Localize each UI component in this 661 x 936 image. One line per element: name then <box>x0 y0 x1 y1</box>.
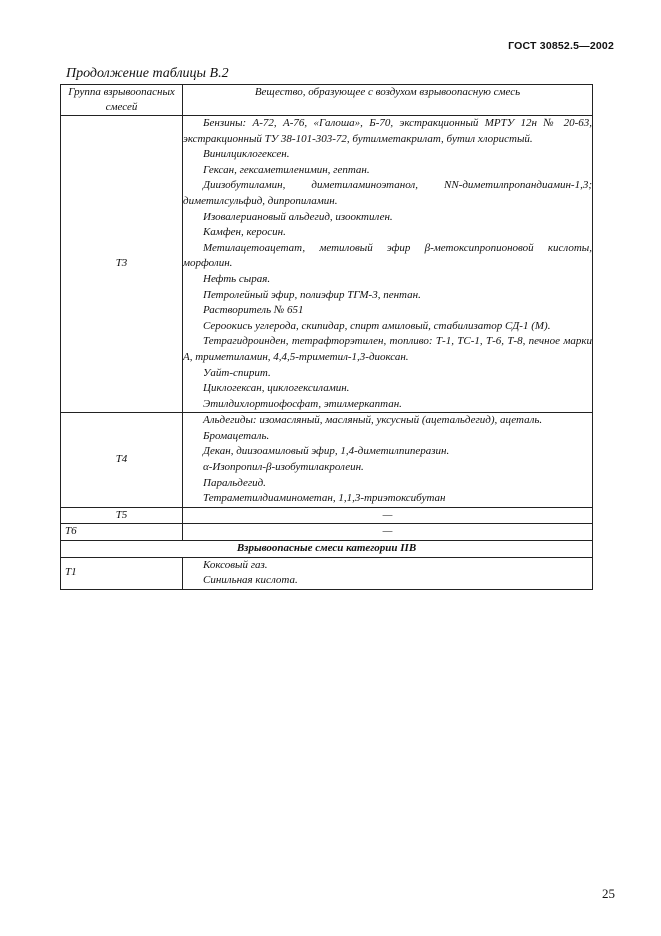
group-cell: Т5 <box>61 507 183 524</box>
substance-item: Циклогексан, циклогексиламин. <box>203 382 350 395</box>
substance-cell <box>183 413 593 508</box>
table-row-t4 <box>61 413 593 508</box>
substance-cell: — <box>183 507 593 524</box>
substance-item: Синильная кислота. <box>203 574 298 587</box>
substance-item: Бромацеталь. <box>203 429 270 442</box>
page-number: 25 <box>602 886 615 901</box>
header-substance: Вещество, образующее с воздухом взрывоопасную смесь <box>183 85 593 116</box>
substance-item: Изовалериановый альдегид, изооктилен. <box>203 210 393 223</box>
substance-item: Бензины: А-72, А-76, «Галоша», Б-70, экстракционный МРТУ 12н № 20-63, экстракционный ТУ 38-101-303-72, бутилметакрилат, бутил хлористый. <box>183 117 592 145</box>
table-continuation-caption: Продолжение таблицы В.2 <box>66 66 229 81</box>
substance-item: Уайт-спирит. <box>203 366 271 379</box>
substance-item: Паральдегид. <box>203 476 266 489</box>
substance-item: Тетраметилдиаминометан, 1,1,3-триэтоксибутан <box>203 492 446 505</box>
section-row <box>61 541 593 558</box>
substance-cell <box>183 116 593 413</box>
substance-item: Сероокись углерода, скипидар, спирт амиловый, стабилизатор СД-1 (М). <box>203 319 551 332</box>
group-cell: Т1 <box>61 557 183 589</box>
substance-item: Этилдихлортиофосфат, этилмеркаптан. <box>203 397 402 410</box>
table-row-t3 <box>61 116 593 413</box>
substance-item: Диизобутиламин, диметиламиноэтанол, NN-диметилпропандиамин-1,3; диметилсульфид, дипропиламин. <box>183 179 592 207</box>
substance-item: Камфен, керосин. <box>203 226 286 239</box>
group-cell: Т6 <box>61 524 183 541</box>
substance-item: Коксовый газ. <box>203 558 268 571</box>
document-id: ГОСТ 30852.5—2002 <box>508 40 614 52</box>
substance-item: Декан, диизоамиловый эфир, 1,4-диметилпиперазин. <box>203 445 450 458</box>
header-group: Группа взрывоопасных смесей <box>61 85 183 116</box>
substance-cell: — <box>183 524 593 541</box>
group-cell: Т4 <box>61 413 183 508</box>
substance-cell <box>183 557 593 589</box>
substance-item: Нефть сырая. <box>203 272 271 285</box>
substance-item: Метилацетоацетат, метиловый эфир β-метоксипропионовой кислоты, морфолин. <box>183 241 592 270</box>
group-cell: Т3 <box>61 116 183 413</box>
substance-item: Растворитель № 651 <box>203 304 304 317</box>
substance-item: Альдегиды: изомасляный, масляный, уксусный (ацетальдегид), ацеталь. <box>203 414 543 427</box>
substance-item: Тетрагидроинден, тетрафторэтилен, топливо: Т-1, ТС-1, Т-6, Т-8, печное марки А, триметиламин, 4,4,5-триметил-1,3-диоксан. <box>183 335 592 363</box>
substances-table <box>60 84 593 590</box>
substance-item: Петролейный эфир, полиэфир ТГМ-3, пентан. <box>203 288 421 301</box>
table-header-row <box>61 85 593 116</box>
substance-item: Винилциклогексен. <box>203 148 290 161</box>
table-row-iib-t1 <box>61 557 593 589</box>
substance-item: Гексан, гексаметиленимин, гептан. <box>203 163 370 176</box>
table-row-t5 <box>61 507 593 524</box>
section-title: Взрывоопасные смеси категории IIВ <box>61 541 593 558</box>
table-row-t6 <box>61 524 593 541</box>
substance-item: α-Изопропил-β-изобутилакролеин. <box>203 461 364 474</box>
